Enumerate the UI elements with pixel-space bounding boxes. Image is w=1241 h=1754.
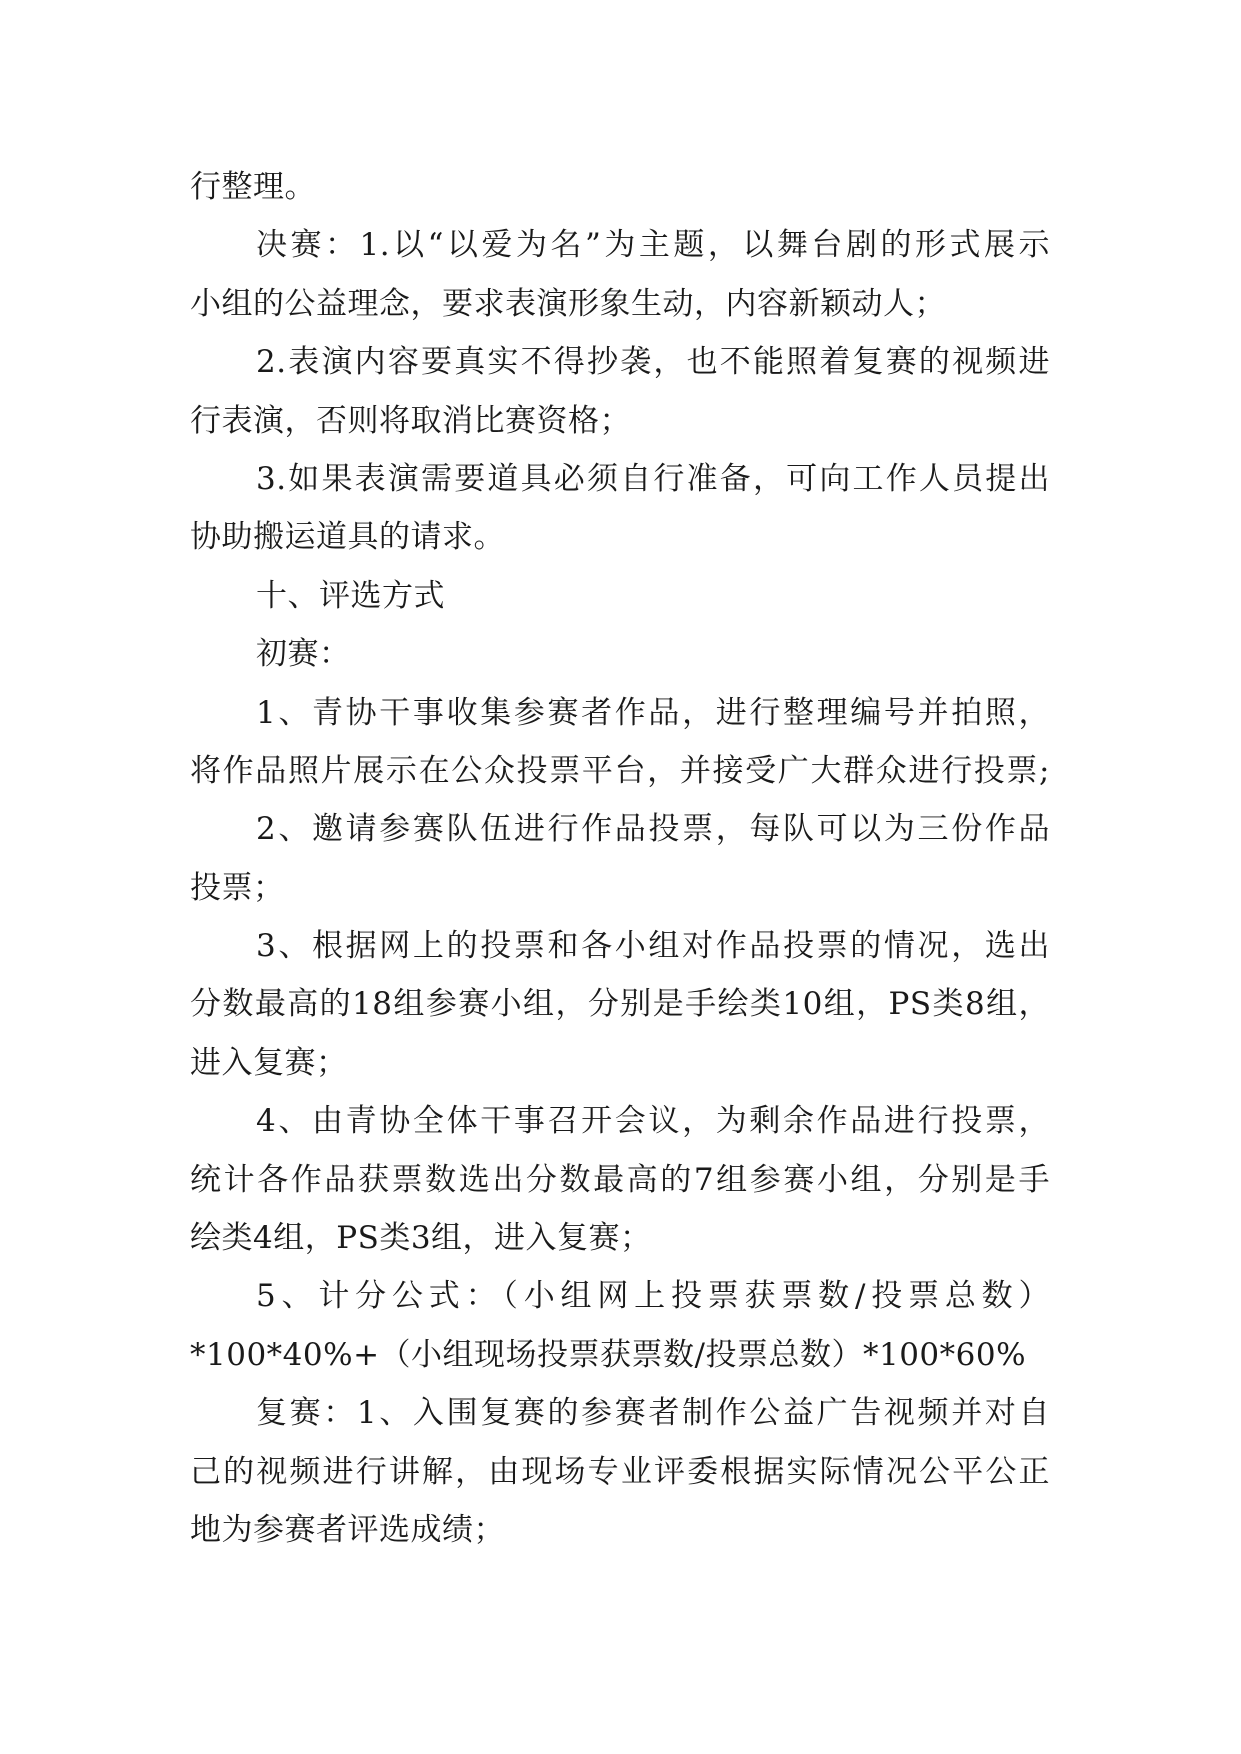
text-line: 5、计分公式：（小组网上投票获票数/投票总数） xyxy=(256,1278,1050,1315)
text-line: 分数最高的18组参赛小组，分别是手绘类10组，PS类8组， xyxy=(190,986,1050,1023)
text-line: *100*40%+（小组现场投票获票数/投票总数）*100*60% xyxy=(190,1336,1027,1373)
text-line: 1、青协干事收集参赛者作品，进行整理编号并拍照， xyxy=(256,694,1050,731)
text-line: 3.如果表演需要道具必须自行准备，可向工作人员提出 xyxy=(256,460,1050,497)
text-line: 投票； xyxy=(190,869,285,906)
text-line: 进入复赛； xyxy=(190,1044,348,1081)
text-line: 决赛：1.以“以爱为名”为主题，以舞台剧的形式展示 xyxy=(256,227,1050,264)
text-line: 4、由青协全体干事召开会议，为剩余作品进行投票， xyxy=(256,1103,1050,1140)
text-line: 协助搬运道具的请求。 xyxy=(190,519,505,556)
text-line: 将作品照片展示在公众投票平台，并接受广大群众进行投票; xyxy=(190,752,1050,789)
text-line: 行表演，否则将取消比赛资格； xyxy=(190,402,631,439)
document-body xyxy=(190,158,1050,1559)
text-line: 己的视频进行讲解，由现场专业评委根据实际情况公平公正 xyxy=(190,1453,1050,1490)
text-line: 十、评选方式 xyxy=(256,577,445,614)
text-line: 统计各作品获票数选出分数最高的7组参赛小组，分别是手 xyxy=(190,1161,1050,1198)
text-line: 初赛： xyxy=(256,636,351,673)
text-line: 复赛：1、入围复赛的参赛者制作公益广告视频并对自 xyxy=(256,1395,1050,1432)
text-line: 3、根据网上的投票和各小组对作品投票的情况，选出 xyxy=(256,928,1050,965)
text-line: 2、邀请参赛队伍进行作品投票，每队可以为三份作品 xyxy=(256,811,1050,848)
text-line: 2.表演内容要真实不得抄袭，也不能照着复赛的视频进 xyxy=(256,344,1050,381)
text-line: 地为参赛者评选成绩； xyxy=(190,1511,505,1548)
text-line: 绘类4组，PS类3组，进入复赛； xyxy=(190,1220,652,1257)
text-line: 行整理。 xyxy=(190,169,316,205)
text-line: 小组的公益理念，要求表演形象生动，内容新颖动人； xyxy=(190,285,946,322)
